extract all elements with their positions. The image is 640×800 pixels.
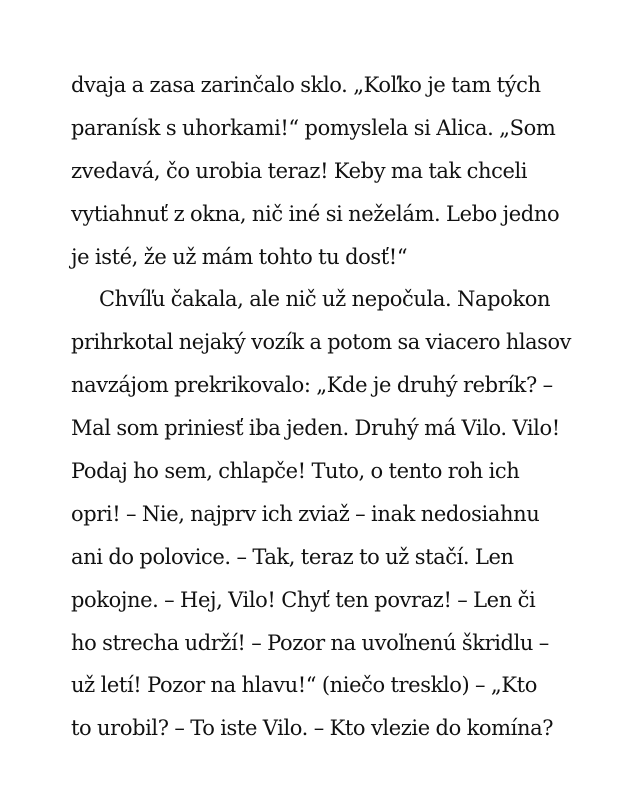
text-line: už letí! Pozor na hlavu!“ (niečo tresklo) – „Kto [71, 673, 537, 698]
text-line: navzájom prekrikovalo: „Kde je druhý rebrík? – [71, 373, 553, 398]
text-line: Mal som priniesť iba jeden. Druhý má Vilo. Vilo! [71, 416, 560, 441]
text-line: opri! – Nie, najprv ich zviaž – inak nedosiahnu [71, 501, 540, 526]
text-line: Podaj ho sem, chlapče! Tuto, o tento roh ich [71, 459, 520, 484]
paragraph-first-line: Chvíľu čakala, ale nič už nepočula. Napokon [99, 287, 551, 312]
text-line: je isté, že už mám tohto tu dosť!“ [71, 244, 408, 269]
text-line: vytiahnuť z okna, nič iné si neželám. Lebo jedno [71, 201, 560, 226]
book-page-text [71, 64, 571, 750]
text-line: paranísk s uhorkami!“ pomyslela si Alica. „Som [71, 115, 556, 140]
text-line: zvedavá, čo urobia teraz! Keby ma tak chceli [71, 158, 528, 183]
text-line: dvaja a zasa zarinčalo sklo. „Koľko je tam tých [71, 73, 541, 97]
text-line: ani do polovice. – Tak, teraz to už stačí. Len [71, 544, 514, 569]
text-line: to urobil? – To iste Vilo. – Kto vlezie do komína? [71, 716, 554, 741]
text-line: pokojne. – Hej, Vilo! Chyť ten povraz! – Len či [71, 587, 536, 612]
text-line: ho strecha udrží! – Pozor na uvoľnenú škridlu – [71, 630, 549, 655]
text-line: prihrkotal nejaký vozík a potom sa viacero hlasov [71, 330, 571, 355]
